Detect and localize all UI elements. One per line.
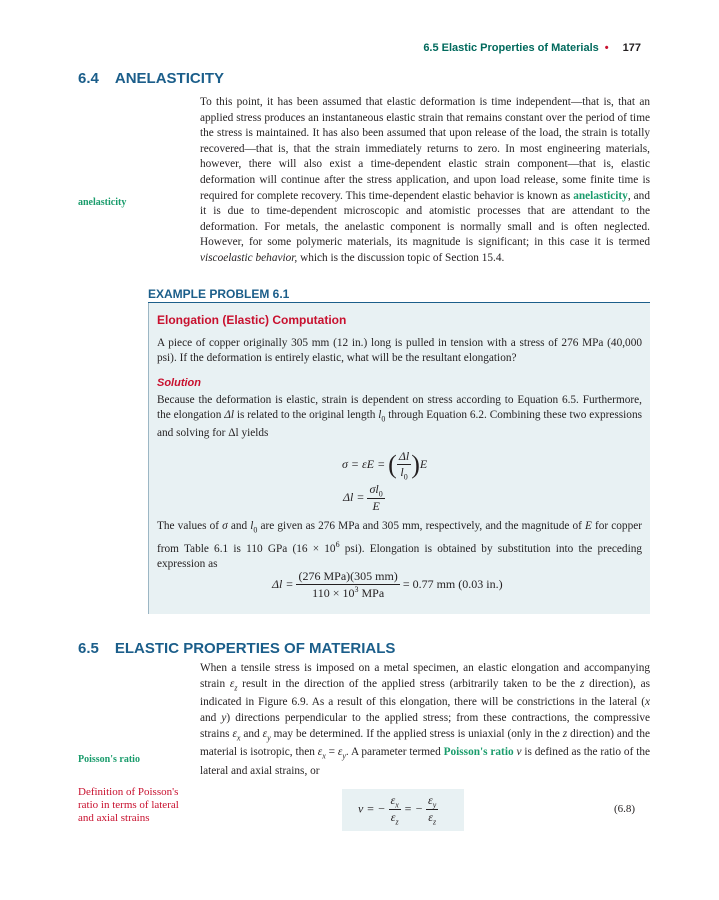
- equation-stress-strain: σ = εE = ( $\frac{\Delta l}{l_0}$ )E: [342, 449, 428, 482]
- bullet-icon: •: [604, 42, 609, 54]
- margin-note-definition: Definition of Poisson's ratio in terms of lateral and axial strains: [78, 786, 179, 824]
- solution-label: Solution: [157, 377, 201, 389]
- anelasticity-paragraph: To this point, it has been assumed that elastic deformation is time independent—that is, that an applied stress produces an instantaneous elastic strain that remains constant over the period of time the stress is maintained. It has also been assumed that upon release of the load, the strain is totally recovered—that is, that the strain immediately returns to zero. In most engineering materials, however, there will also exist a time-dependent elastic strain component—that is, elastic deformation will continue after the stress application, and upon load release, some finite time is required for complete recovery. This time-dependent elastic behavior is known as anelasticity, and it is due to time-dependent microscopic and atomistic processes that are attendant to the deformation. For metals, the anelastic component is normally small and is often neglected. However, for some polymeric materials, its magnitude is significant; in this case it is termed viscoelastic behavior, which is the discussion topic of Section 15.4.: [200, 96, 650, 264]
- solution-text-1: Because the deformation is elastic, strain is dependent on stress according to Equation 6.5. Furthermore, the elongation Δl is related to the original length $l_0$ through Equation 6.2. Combining these two expressions and solving for Δl yields: [157, 394, 642, 440]
- running-head: [423, 42, 641, 54]
- margin-term-anelasticity: anelasticity: [78, 197, 127, 208]
- example-problem-text: A piece of copper originally 305 mm (12 in.) long is pulled in tension with a stress of 276 MPa (40,000 psi). If the deformation is entirely elastic, what will be the resultant elongation?: [157, 337, 642, 364]
- section-6-5-heading: 6.5 ELASTIC PROPERTIES OF MATERIALS: [78, 640, 396, 657]
- equation-number: (6.8): [614, 803, 636, 815]
- page-number: 177: [622, 42, 641, 54]
- example-subtitle: Elongation (Elastic) Computation: [157, 313, 347, 327]
- section-6-4-heading: 6.4 ANELASTICITY: [78, 70, 225, 87]
- keyword-anelasticity: anelasticity: [573, 189, 628, 202]
- equation-elongation: Δl = $\frac{\sigma l_0}{E}$: [343, 482, 383, 514]
- example-heading: EXAMPLE PROBLEM 6.1: [148, 287, 290, 301]
- equation-6-8: ν = − $\frac{\varepsilon_x}{\varepsilon_z}$ = − $\frac{\varepsilon_y}{\varepsilon_z}$: [358, 793, 437, 827]
- solution-text-2: The values of σ and $l_0$ are given as 276 MPa and 305 mm, respectively, and the magnitude of E for copper from Table 6.1 is 110 GPa ($16 \times 10^6$ psi). Elongation is obtained by substitution into the preceding expression as: [157, 520, 643, 571]
- equation-substitution: Δl = $\frac{\text{(276 MPa)(305 mm)}}{110 \times 10^3 MPa}$ = 0.77 mm (0.03 in.): [272, 569, 503, 600]
- poisson-paragraph: When a tensile stress is imposed on a metal specimen, an elastic elongation and accompanying strain $\varepsilon_z$ result in the direction of the applied stress (arbitrarily taken to be the z direction), as indicated in Figure 6.9. As a result of this elongation, there will be constrictions in the lateral (x and y) directions perpendicular to the applied stress; from these contractions, the compressive strains $\varepsilon_x$ and $\varepsilon_y$ may be determined. If the applied stress is uniaxial (only in the z direction) and the material is isotropic, then $\varepsilon_x = \varepsilon_y$. A parameter termed Poisson's ratio ν is defined as the ratio of the lateral and axial strains, or: [200, 662, 651, 778]
- keyword-poissons-ratio: Poisson's ratio: [443, 746, 514, 759]
- margin-term-poissons-ratio: Poisson's ratio: [78, 754, 140, 765]
- running-head-section: 6.5 Elastic Properties of Materials: [423, 42, 599, 54]
